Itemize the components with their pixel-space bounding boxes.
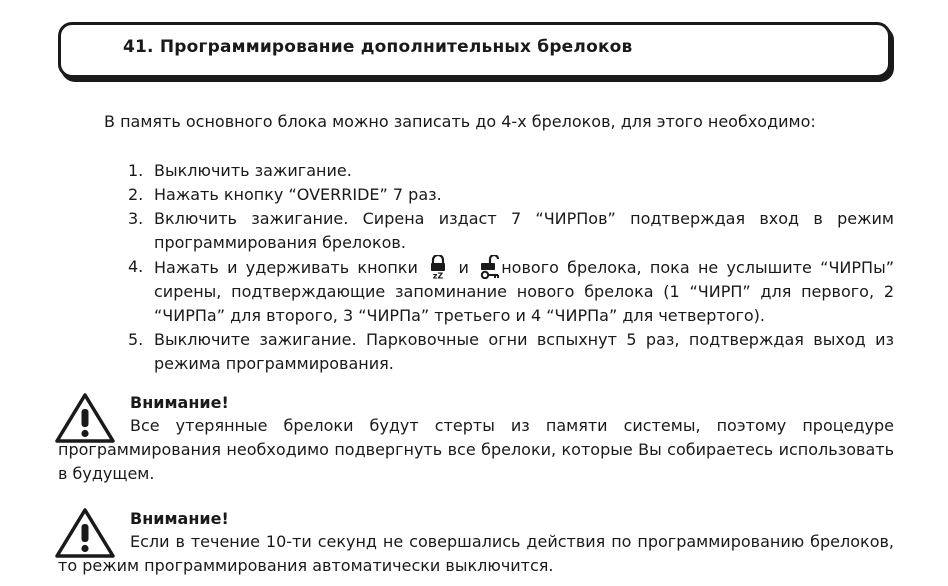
list-item — [104, 207, 894, 255]
step-number: 5. — [128, 330, 144, 349]
section-header — [58, 22, 891, 78]
list-item — [104, 159, 894, 183]
unlock-key-icon — [479, 255, 499, 279]
list-item — [104, 328, 894, 376]
steps-list — [104, 159, 894, 376]
step-number: 1. — [128, 161, 144, 180]
warning-body: Если в течение 10-ти секунд не совершались действия по программированию брелоков, то режим программирования автоматически выключится. — [58, 532, 894, 575]
step-number: 3. — [128, 209, 144, 228]
step-number: 2. — [128, 185, 144, 204]
lock-sleep-icon — [428, 255, 448, 279]
intro-text: В память основного блока можно записать до 4-х брелоков, для этого необходимо: — [104, 112, 816, 131]
warning-body: Все утерянные брелоки будут стерты из памяти системы, поэтому процедуре программирования необходимо подвергнуть все брелоки, которые Вы собираетесь использовать в будущем. — [58, 416, 894, 483]
step-text-and: и — [458, 258, 469, 277]
warning-text — [58, 414, 894, 486]
section-title: 41. Программирование дополнительных брелоков — [123, 37, 633, 57]
step-text: Выключить зажигание. — [154, 161, 352, 180]
list-item — [104, 255, 894, 328]
warning-title: Внимание! — [130, 509, 229, 528]
step-text-after: нового брелока, пока не услышите “ЧИРПы” сирены, подтверждающие запоминание нового брелока (1 “ЧИРП” для первого, 2 “ЧИРПа” для второго, 3 “ЧИРПа” третьего и 4 “ЧИРПа” для четвертого). — [154, 258, 895, 325]
warning-text — [58, 530, 894, 578]
step-text: Выключите зажигание. Парковочные огни вспыхнут 5 раз, подтверждая выход из режима программирования. — [154, 330, 894, 373]
list-item — [104, 183, 894, 207]
warning-title: Внимание! — [130, 393, 229, 412]
step-number: 4. — [128, 257, 144, 276]
lock-icon-label: zZ — [432, 271, 444, 279]
step-text: Нажать кнопку “OVERRIDE” 7 раз. — [154, 185, 442, 204]
step-text: Включить зажигание. Сирена издаст 7 “ЧИРПов” подтверждая вход в режим программирования брелоков. — [154, 209, 894, 252]
step-text — [154, 255, 894, 328]
step-text-before: Нажать и удерживать кнопки — [154, 258, 418, 277]
